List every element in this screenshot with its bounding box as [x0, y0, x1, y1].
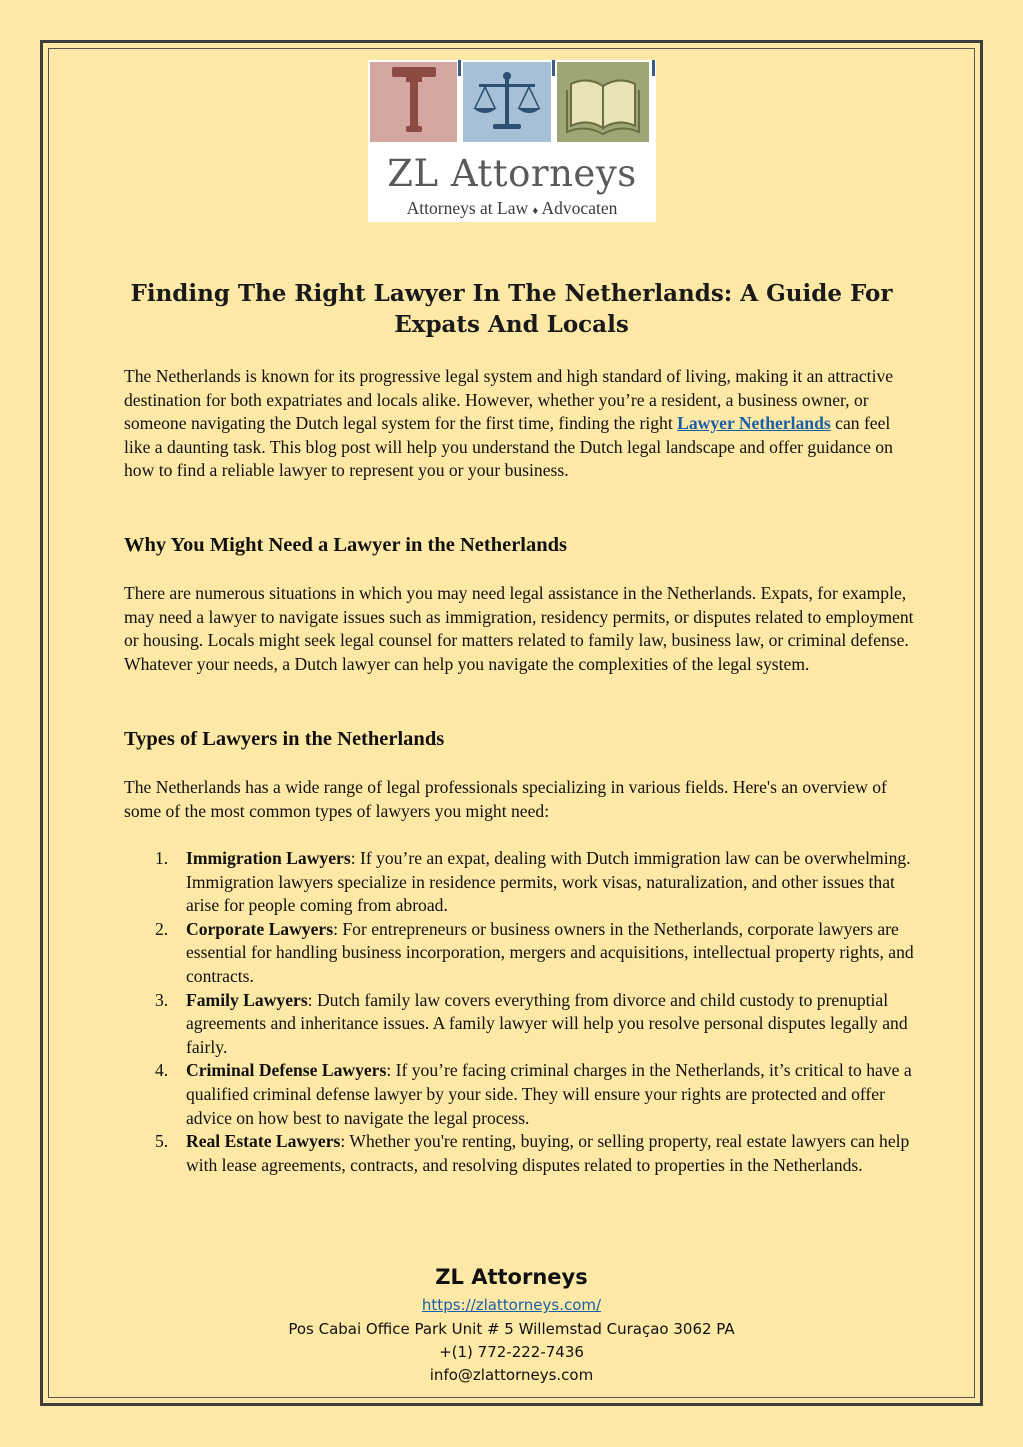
section-paragraph: There are numerous situations in which you may need legal assistance in the Netherlands. Expats, for example, may need a lawyer to navigate issues such as immigration, residency permits, or disputes related to employment or housing. Locals might seek legal counsel for matters related to family law, business law, or criminal defense. Whatever your needs, a Dutch lawyer can help you navigate the complexities of the legal system. [124, 583, 914, 674]
logo-tile-book [557, 62, 649, 142]
list-item-desc: : Whether you're renting, buying, or selling property, real estate lawyers can help with lease agreements, contracts, and resolving disputes related to properties in the Netherlands. [186, 1131, 910, 1175]
list-item [124, 989, 914, 1060]
diamond-icon: ♦ [532, 205, 539, 217]
list-item [124, 1059, 914, 1130]
list-item [124, 1130, 914, 1177]
lawyer-types-list [124, 847, 914, 1177]
list-item-desc: : For entrepreneurs or business owners in the Netherlands, corporate lawyers are essential for handling business incorporation, mergers and acquisitions, intellectual property rights, and contracts. [186, 918, 914, 986]
list-number: 3. [155, 989, 169, 1010]
logo-title: ZL Attorneys [387, 152, 637, 195]
list-item-term: Criminal Defense Lawyers [186, 1060, 387, 1081]
article-title-line: Expats And Locals [394, 311, 629, 338]
company-logo [368, 60, 656, 222]
list-item [124, 847, 914, 918]
section-heading: Types of Lawyers in the Netherlands [124, 728, 445, 750]
logo-subtitle-left: Attorneys at Law [406, 198, 529, 218]
page-border-inner [48, 48, 975, 1398]
footer-company-name: ZL Attorneys [435, 1265, 588, 1289]
logo-accent-mark [458, 60, 461, 76]
list-item [124, 918, 914, 989]
scales-icon [463, 62, 551, 142]
list-item-term: Immigration Lawyers [186, 848, 351, 868]
footer-address: Pos Cabai Office Park Unit # 5 Willemstad Curaçao 3062 PA [288, 1320, 735, 1338]
logo-accent-mark [552, 60, 555, 76]
logo-subtitle [368, 197, 656, 222]
list-item-term: Real Estate Lawyers [186, 1131, 341, 1152]
list-number: 5. [155, 1131, 169, 1152]
list-item-desc: : If you’re facing criminal charges in the Netherlands, it’s critical to have a qualified criminal defense lawyer by your side. They will ensure your rights are protected and offer advice on how best to navigate the legal process. [186, 1060, 912, 1128]
list-number: 4. [155, 1060, 169, 1081]
article-title-line: Finding The Right Lawyer In The Netherlands: A Guide For [130, 280, 893, 307]
intro-text: can feel like a daunting task. This blog post will help you understand the Dutch legal landscape and offer guidance on how to find a reliable lawyer to represent you or your business. [124, 413, 893, 481]
list-item-term: Family Lawyers [186, 989, 308, 1010]
list-item-desc: : If you’re an expat, dealing with Dutch immigration law can be overwhelming. Immigration lawyers specialize in residence permits, work visas, naturalization, and other issues that arise for people coming from abroad. [186, 848, 911, 916]
footer-email: info@zlattorneys.com [429, 1366, 594, 1384]
lawyer-netherlands-link[interactable]: Lawyer Netherlands [677, 413, 831, 434]
intro-text: The Netherlands is known for its progressive legal system and high standard of living, making it an attractive destination for both expatriates and locals alike. However, whether you’re a resident, a business owner, or someone navigating the Dutch legal system for the first time, finding the right [124, 366, 894, 434]
section-paragraph: The Netherlands has a wide range of legal professionals specializing in various fields. Here's an overview of some of the most common types of lawyers you might need: [124, 777, 887, 821]
list-number: 1. [155, 848, 169, 868]
footer-website-link[interactable]: https://zlattorneys.com/ [421, 1296, 602, 1314]
list-item-term: Corporate Lawyers [186, 918, 334, 939]
footer-phone: +(1) 772-222-7436 [439, 1343, 584, 1361]
intro-paragraph [124, 365, 914, 483]
section-heading: Why You Might Need a Lawyer in the Netherlands [124, 534, 568, 556]
logo-tile-scales [463, 62, 551, 142]
list-number: 2. [155, 918, 169, 939]
gavel-icon [370, 62, 457, 142]
article-title [110, 278, 913, 340]
book-icon [557, 62, 649, 142]
logo-subtitle-right: Advocaten [541, 198, 618, 218]
logo-accent-mark [652, 60, 655, 76]
list-item-desc: : Dutch family law covers everything from divorce and child custody to prenuptial agreements and inheritance issues. A family lawyer will help you resolve personal disputes legally and fairly. [186, 989, 908, 1057]
logo-tile-gavel [370, 62, 457, 142]
